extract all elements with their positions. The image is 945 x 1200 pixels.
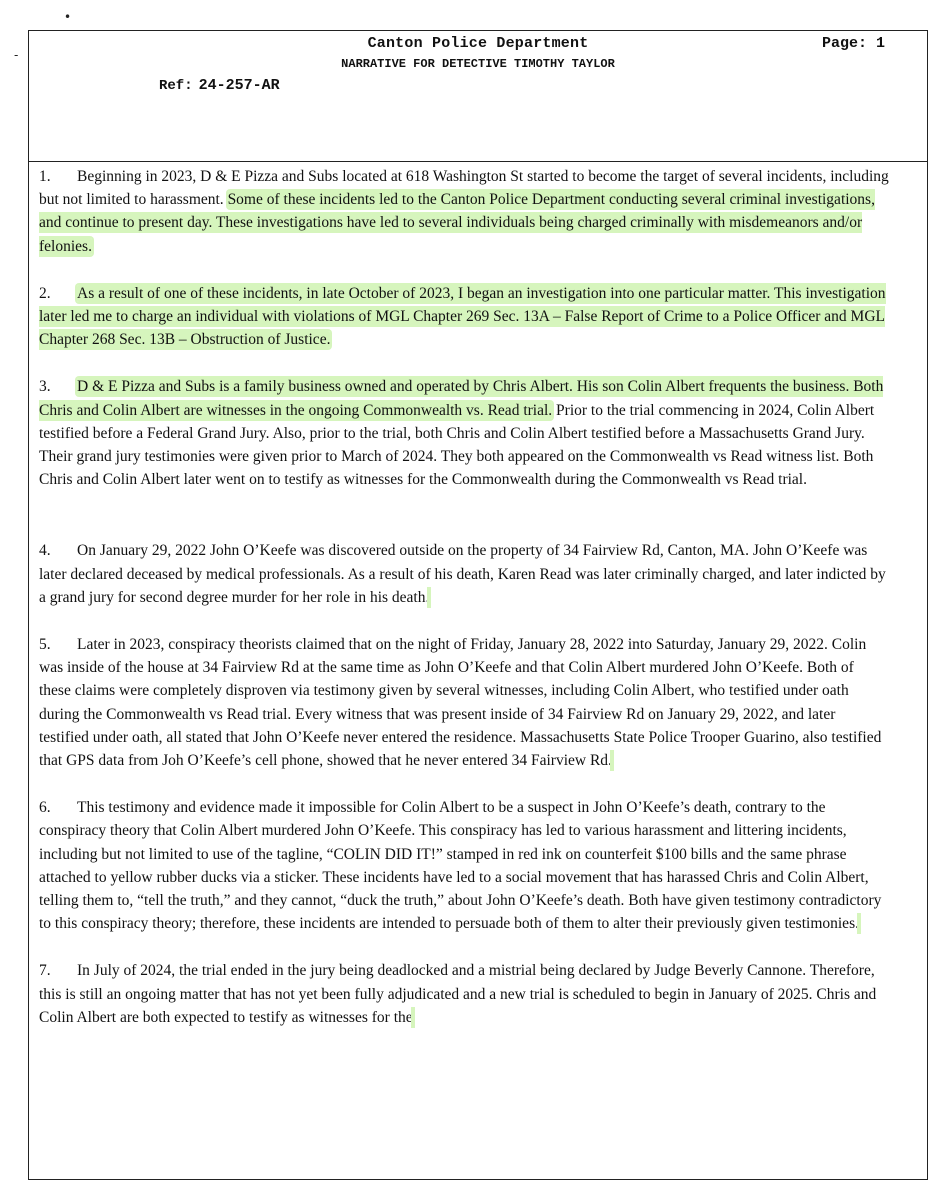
scan-speck: -: [14, 48, 19, 62]
report-header: [29, 31, 927, 162]
paragraph-text: In July of 2024, the trial ended in the jury being deadlocked and a mistrial being declared by Judge Beverly Cannone. Therefore, this is still an ongoing matter that has not yet been fully adjudicated and a new trial is scheduled to begin in January of 2025. Chris and Colin Albert are both expected to testify as witnesses for the: [39, 962, 877, 1026]
highlighted-text: As a result of one of these incidents, in late October of 2023, I began an investigation into one particular matter. This investigation later led me to charge an individual with violations of MGL Chapter 269 Sec. 13A – False Report of Crime to a Police Officer and MGL Chapter 268 Sec. 13B – Obstruction of Justice.: [39, 284, 886, 349]
highlighted-text: Some of these incidents led to the Canton Police Department conducting several criminal investigations, and continue to present day. These investigations have led to several individuals being charged criminally with misdemeanors and/or felonies.: [39, 191, 875, 255]
paragraph-6: [39, 796, 889, 935]
paragraph-text: Beginning in 2023, D & E Pizza and Subs located at 618 Washington St started to become the target of several incidents, including but not limited to harassment.: [39, 168, 889, 209]
paragraph-text: This testimony and evidence made it impossible for Colin Albert to be a suspect in John O’Keefe’s death, contrary to the conspiracy theory that Colin Albert murdered John O’Keefe. This conspiracy has led to various harassment and littering incidents, including but not limited to use of the tagline, “COLIN DID IT!” stamped in red ink on counterfeit $100 bills and the same phrase attached to yellow rubber ducks via a sticker. These incidents have led to a social movement that has harassed Chris and Colin Albert, telling them to, “tell the truth,” and they cannot, “duck the truth,” about John O’Keefe’s death. Both have given testimony contradictory to this conspiracy theory; therefore, these incidents are intended to persuade both of them to alter their previously given testimonies.: [39, 799, 882, 933]
paragraph-text-continued: Prior to the trial commencing in 2024, Colin Albert testified before a Federal Grand Jury. Also, prior to the trial, both Chris and Colin Albert testified before a Massachusetts Grand Jury. Their grand jury testimonies were given prior to March of 2024. They both appeared on the Commonwealth vs Read witness list. Both Chris and Colin Albert later went on to testify as witnesses for the Commonwealth during the Commonwealth vs Read trial.: [39, 401, 875, 489]
paragraph-number: 6.: [39, 799, 51, 817]
paragraph-number: 1.: [39, 168, 51, 185]
paragraph-2: [39, 282, 889, 352]
paragraph-1: [39, 165, 889, 258]
paragraph-number: 4.: [39, 542, 51, 560]
paragraph-number: 2.: [39, 284, 51, 302]
ref-number: 24-257-AR: [198, 77, 280, 94]
paragraph-5: [39, 633, 889, 772]
narrative-title: NARRATIVE FOR DETECTIVE TIMOTHY TAYLOR: [341, 57, 615, 71]
reference-line: [159, 77, 280, 94]
department-title: Canton Police Department: [367, 35, 589, 52]
paragraph-text: On January 29, 2022 John O’Keefe was discovered outside on the property of 34 Fairview Rd, Canton, MA. John O’Keefe was later declared deceased by medical professionals. As a result of his death, Karen Read was later criminally charged, and later indicted by a grand jury for second degree murder for her role in his death.: [39, 542, 886, 606]
paragraph-number: 5.: [39, 636, 51, 654]
paragraph-number: 3.: [39, 378, 51, 396]
scan-speck: •: [64, 10, 72, 24]
report-page: [28, 30, 928, 1180]
page-number: Page: 1: [821, 35, 885, 52]
narrative-body: [39, 165, 889, 1053]
paragraph-number: 7.: [39, 962, 51, 980]
highlighted-text: D & E Pizza and Subs is a family business owned and operated by Chris Albert. His son Colin Albert frequents the business. Both Chris and Colin Albert are witnesses in the ongoing Commonwealth vs. Read trial.: [39, 378, 884, 419]
paragraph-7: [39, 959, 889, 1029]
paragraph-text: Later in 2023, conspiracy theorists claimed that on the night of Friday, January 28, 2022 into Saturday, January 29, 2022. Colin was inside of the house at 34 Fairview Rd at the same time as John O’Keefe and that Colin Albert murdered John O’Keefe. Both of these claims were completely disproven via testimony given by several witnesses, including Colin Albert, who testified under oath during the Commonwealth vs Read trial. Every witness that was present inside of 34 Fairview Rd on January 29, 2022, and later testified under oath, all stated that John O’Keefe never entered the residence. Massachusetts State Police Trooper Guarino, also testified that GPS data from Joh O’Keefe’s cell phone, showed that he never entered 34 Fairview Rd.: [39, 636, 882, 770]
paragraph-3: [39, 375, 889, 491]
ref-label: Ref:: [159, 78, 193, 94]
paragraph-4: [39, 539, 889, 609]
